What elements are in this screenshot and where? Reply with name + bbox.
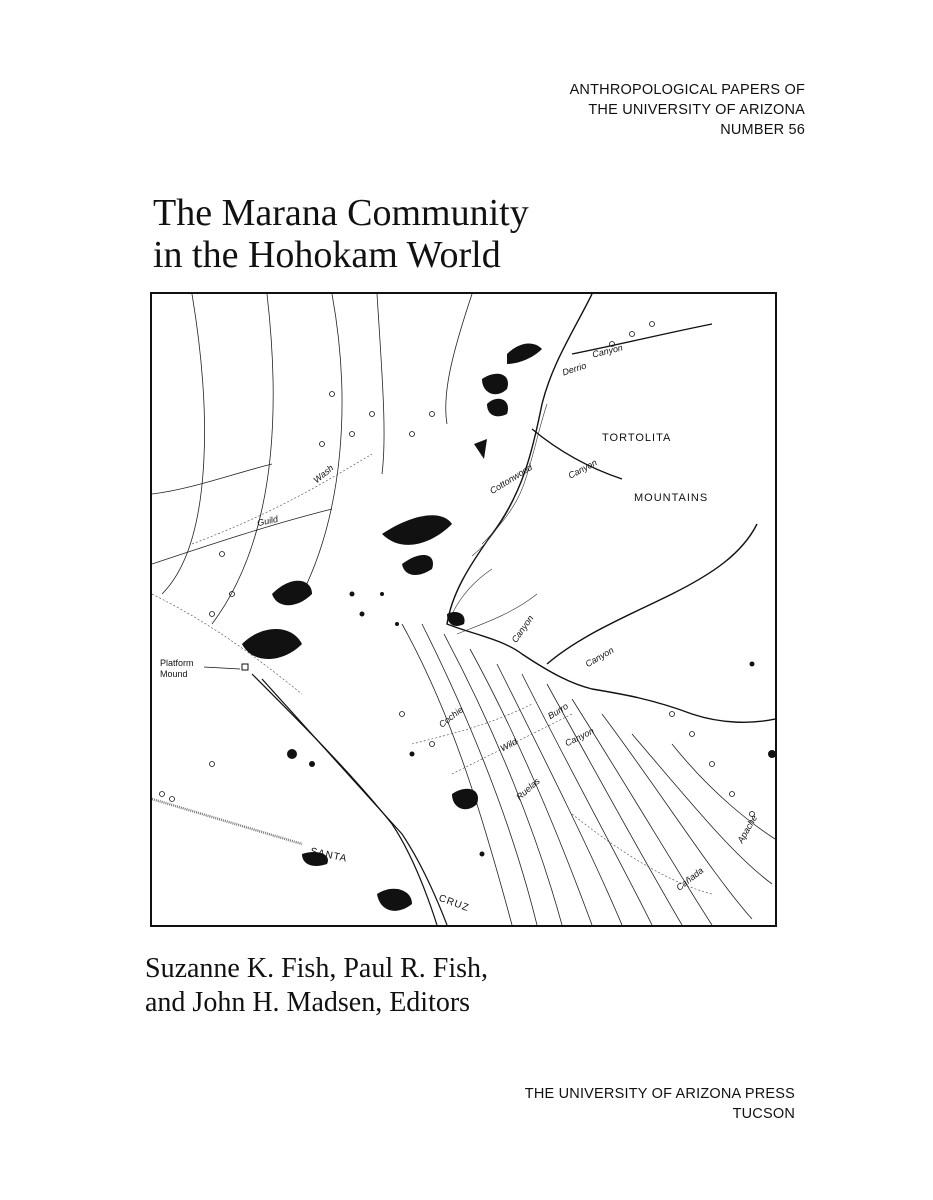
label-ruelas: Ruelas (514, 775, 542, 803)
editors-line-1: Suzanne K. Fish, Paul R. Fish, (145, 953, 489, 984)
callout-platform-mound (160, 658, 194, 680)
label-cottonwood-canyon: Canyon (566, 457, 599, 481)
callout-line-1: Platform (160, 658, 194, 668)
open-sites (160, 322, 755, 817)
publisher-name: THE UNIVERSITY OF ARIZONA PRESS (524, 1086, 795, 1102)
label-apache: Apache (735, 813, 760, 845)
label-cruz: CRUZ (437, 892, 471, 915)
book-title (153, 192, 753, 276)
label-canyon-mid: Canyon (509, 613, 536, 645)
contour-lines (152, 294, 775, 925)
label-mountains: MOUNTAINS (634, 492, 709, 504)
label-cochie: Cochie (436, 704, 466, 730)
publisher-city: TUCSON (732, 1106, 795, 1122)
site-map-drawing (152, 294, 775, 925)
label-burro: Burro (546, 700, 570, 722)
platform-mound-marker (242, 664, 248, 670)
label-cottonwood: Cottonwood (488, 462, 535, 496)
label-wash: Wash (311, 462, 336, 486)
site-map (150, 292, 777, 927)
editors (145, 952, 765, 1020)
label-tortolita: TORTOLITA (602, 432, 672, 444)
label-derrio-canyon: Canyon (591, 342, 624, 360)
series-line-2: THE UNIVERSITY OF ARIZONA (588, 102, 805, 118)
series-line-1: ANTHROPOLOGICAL PAPERS OF (569, 82, 805, 98)
callout-line-2: Mound (160, 669, 188, 679)
label-canyon-right: Canyon (583, 644, 616, 670)
mountain-contours (452, 404, 547, 634)
book-title-line-2: in the Hohokam World (153, 234, 501, 276)
site-features (242, 344, 775, 911)
label-canyon-low: Canyon (563, 725, 596, 749)
label-derrio: Derrio (561, 360, 588, 378)
series-number: NUMBER 56 (720, 122, 805, 138)
book-title-line-1: The Marana Community (153, 192, 529, 234)
series-heading (405, 80, 805, 140)
label-santa: SANTA (309, 846, 349, 865)
label-guild: Guild (256, 513, 279, 529)
editors-line-2: and John H. Madsen, Editors (145, 987, 471, 1018)
label-wild: Wild (498, 736, 519, 754)
mountain-front (447, 294, 775, 722)
label-canada: Cañada (674, 865, 706, 893)
callout-leader (204, 667, 240, 669)
publisher (395, 1084, 795, 1124)
